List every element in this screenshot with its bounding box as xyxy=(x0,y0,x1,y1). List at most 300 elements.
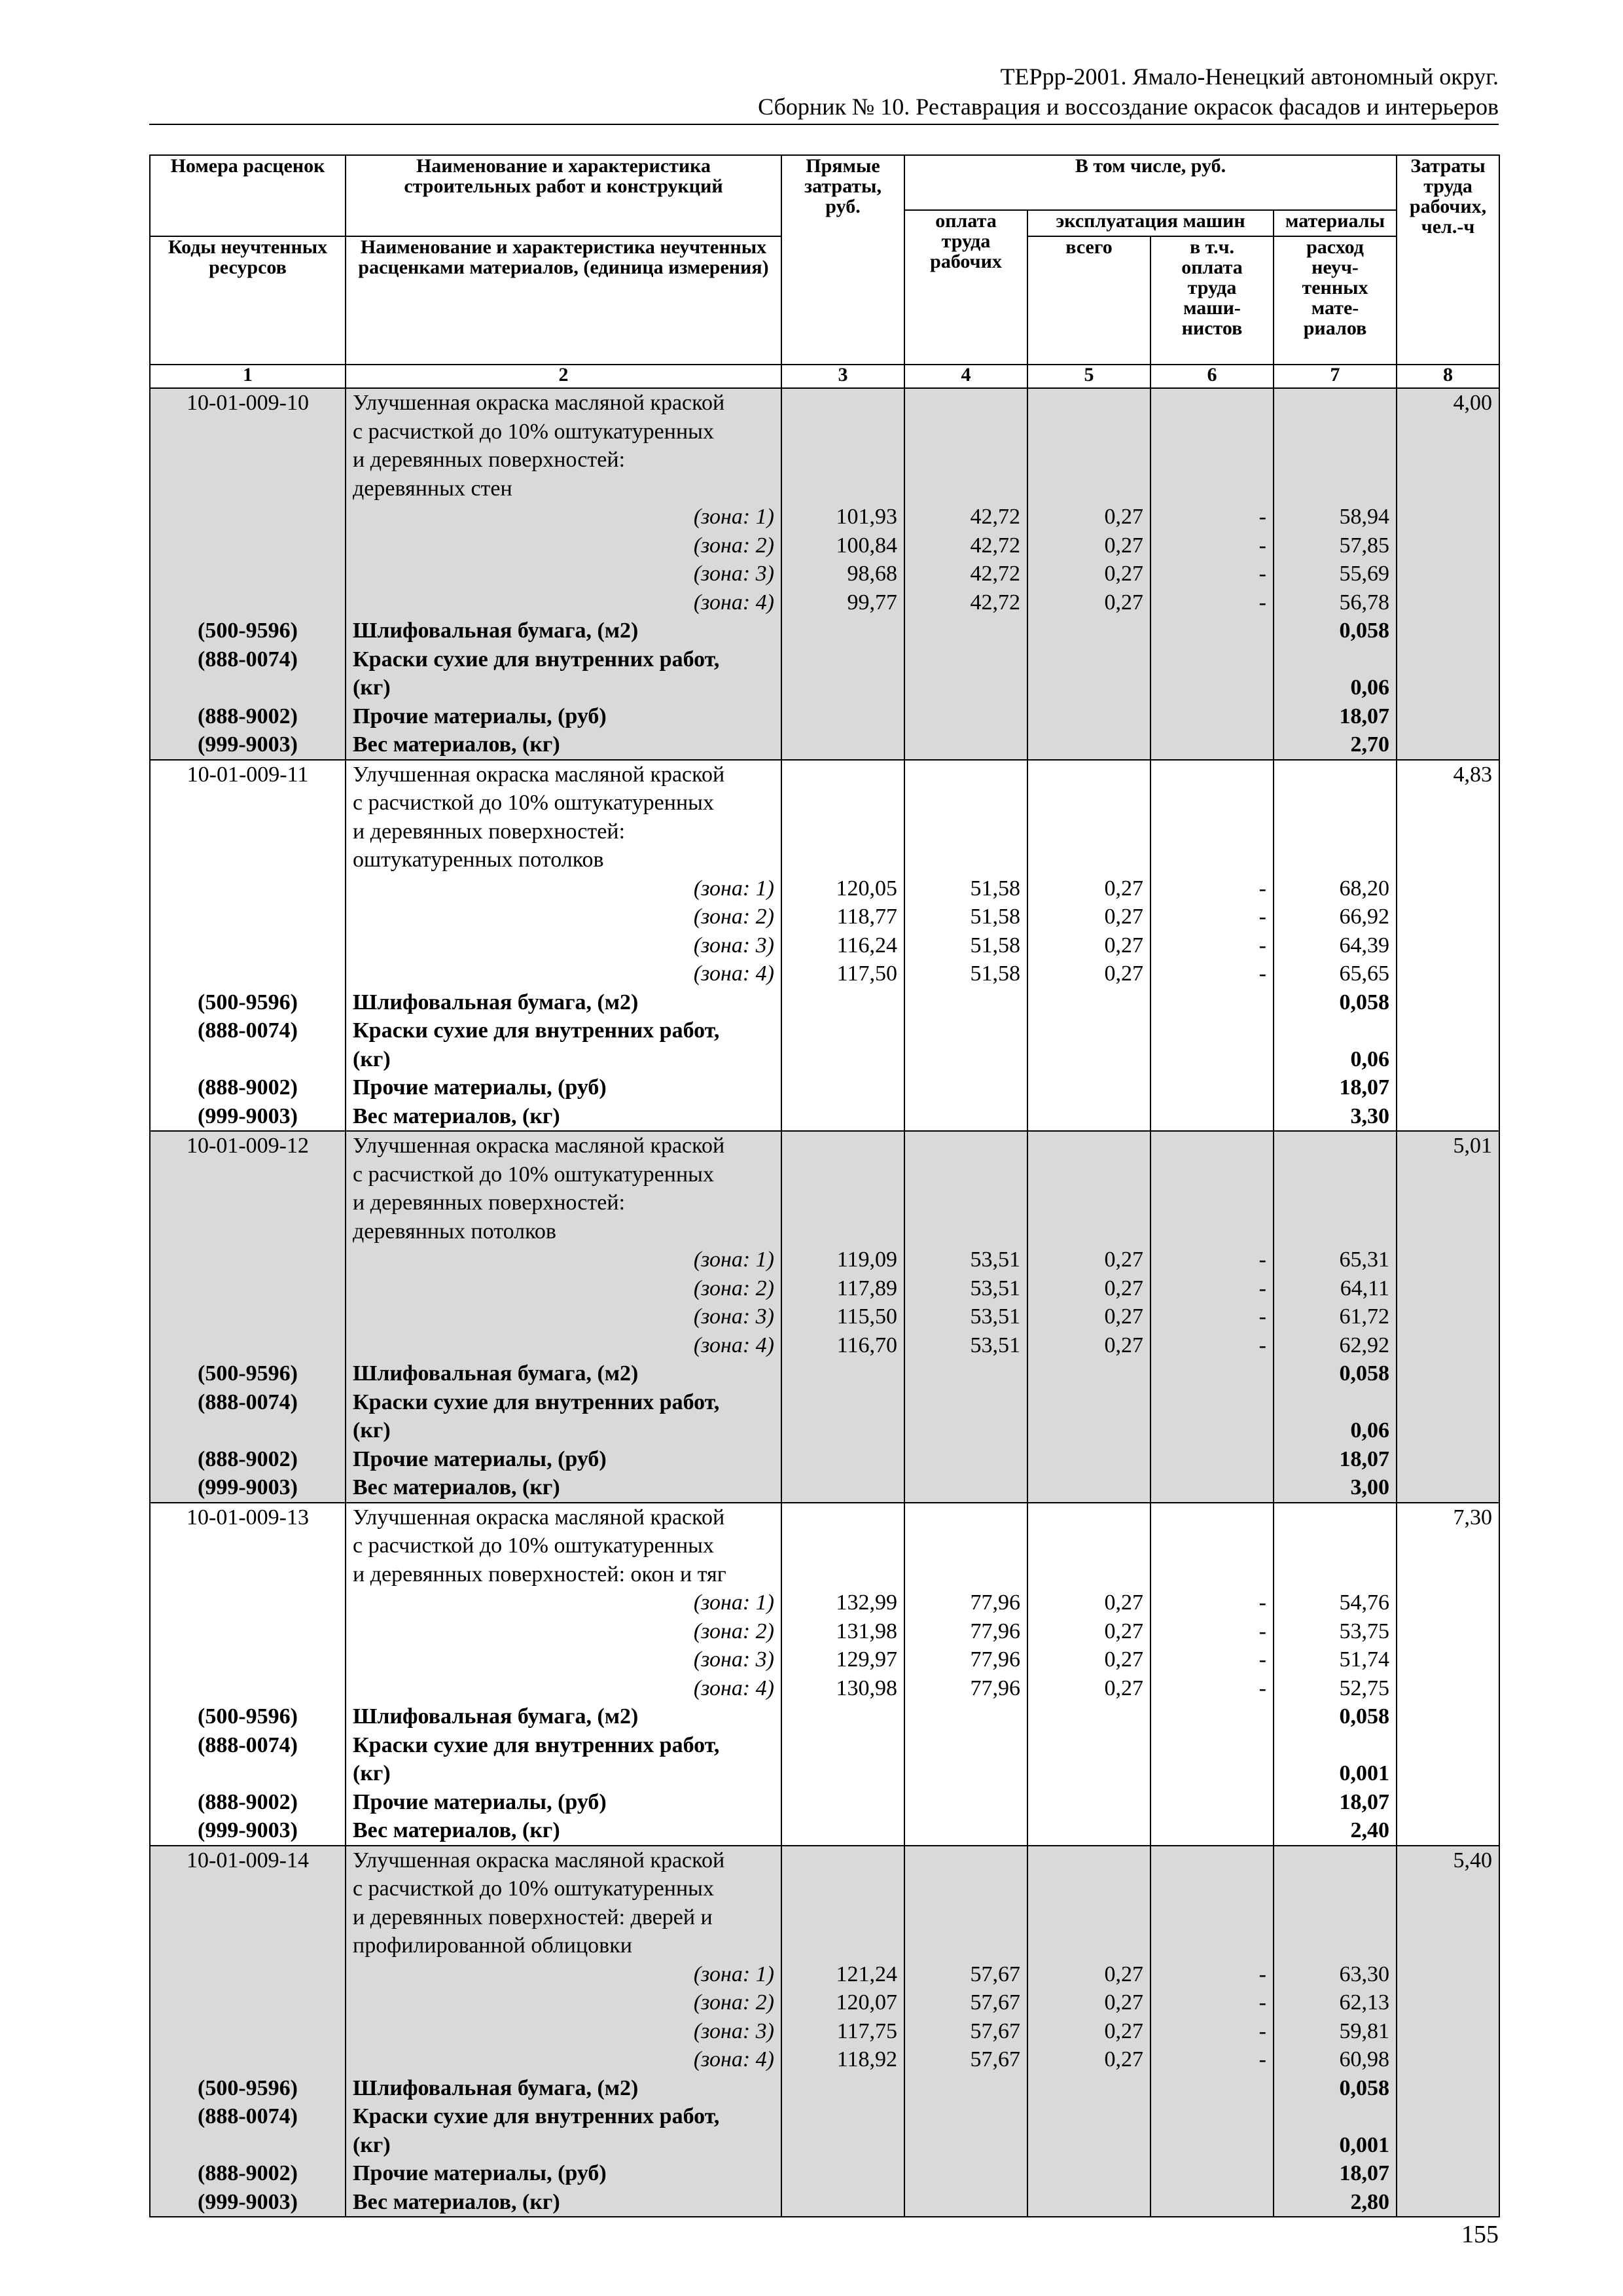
resource-code: (500-9596) xyxy=(198,619,298,643)
blank-line xyxy=(157,789,338,817)
blank-line xyxy=(157,1045,338,1074)
blank-line xyxy=(789,446,897,475)
worker-pay-value: 42,72 xyxy=(970,533,1020,558)
resource-code: (888-9002) xyxy=(198,704,298,728)
resource-code: (500-9596) xyxy=(198,2075,298,2100)
resource-value: 18,07 xyxy=(1339,1789,1390,1814)
blank-line xyxy=(1158,1189,1266,1217)
blank-line xyxy=(157,418,338,446)
blank-line xyxy=(1281,475,1389,503)
header-direct-costs: Прямые затраты, руб. xyxy=(781,155,904,365)
materials-value: 63,30 xyxy=(1339,1962,1390,1986)
resource-code: (999-9003) xyxy=(198,1818,298,1842)
blank-line xyxy=(912,1132,1020,1160)
machine-total-value: 0,27 xyxy=(1104,2047,1143,2072)
col-number: 4 xyxy=(904,365,1027,388)
zone-label: (зона: 1) xyxy=(693,1247,774,1272)
worker-pay-value: 42,72 xyxy=(970,590,1020,615)
materials-cell xyxy=(1274,388,1397,760)
resource-name-line: (кг) xyxy=(353,675,391,700)
blank-line xyxy=(1158,761,1266,789)
blank-line xyxy=(157,2045,338,2074)
worker-pay-value: 53,51 xyxy=(970,1333,1020,1357)
direct-cost-cell xyxy=(781,760,904,1132)
zone-label: (зона: 2) xyxy=(693,1619,774,1643)
resource-value: 0,058 xyxy=(1339,990,1390,1014)
table-body xyxy=(150,388,1499,2217)
header-worker-pay: оплата труда рабочих xyxy=(904,210,1027,365)
rate-entry-row xyxy=(150,1503,1499,1846)
rate-entry-row xyxy=(150,388,1499,760)
materials-cell xyxy=(1274,1503,1397,1846)
blank-line xyxy=(912,789,1020,817)
machine-total-value: 0,27 xyxy=(1104,1304,1143,1329)
resource-name-line: Краски сухие для внутренних работ, xyxy=(353,647,720,672)
worker-pay-value: 51,58 xyxy=(970,876,1020,901)
blank-line xyxy=(1281,817,1389,846)
resource-code: (999-9003) xyxy=(198,2189,298,2214)
blank-line xyxy=(912,1189,1020,1217)
rate-entry-row xyxy=(150,1131,1499,1503)
blank-line xyxy=(1158,1846,1266,1875)
header-material-names: Наименование и характеристика неучтенных расценками материалов, (единица измерения) xyxy=(346,236,781,365)
blank-line xyxy=(789,789,897,817)
blank-line xyxy=(1281,1931,1389,1960)
materials-value: 53,75 xyxy=(1339,1619,1390,1643)
blank-line xyxy=(1158,418,1266,446)
blank-line xyxy=(1035,1874,1143,1903)
resource-name-line: Шлифовальная бумага, (м2) xyxy=(353,619,639,643)
zone-label: (зона: 2) xyxy=(693,1990,774,2015)
resource-value: 18,07 xyxy=(1339,1075,1390,1100)
zone-label: (зона: 4) xyxy=(693,1676,774,1700)
machine-labor-value: - xyxy=(1258,1619,1266,1643)
blank-line xyxy=(157,531,338,560)
materials-cell xyxy=(1274,760,1397,1132)
resource-name-line: Шлифовальная бумага, (м2) xyxy=(353,1361,639,1386)
resource-code: (999-9003) xyxy=(198,1475,298,1499)
blank-line xyxy=(1158,789,1266,817)
direct-cost-value: 119,09 xyxy=(836,1247,897,1272)
machine-total-cell xyxy=(1027,760,1150,1132)
worker-pay-value: 77,96 xyxy=(970,1676,1020,1700)
worker-pay-value: 51,58 xyxy=(970,961,1020,986)
materials-value: 58,94 xyxy=(1339,505,1390,529)
blank-line xyxy=(157,1416,338,1445)
worker-pay-cell xyxy=(904,1846,1027,2217)
machine-labor-cell xyxy=(1150,1131,1274,1503)
blank-line xyxy=(912,418,1020,446)
resource-name-line: Вес материалов, (кг) xyxy=(353,1103,560,1128)
zone-label: (зона: 1) xyxy=(693,876,774,901)
work-description-cell xyxy=(346,1846,781,2217)
direct-cost-value: 117,75 xyxy=(836,2018,897,2043)
direct-cost-value: 116,24 xyxy=(836,933,897,958)
table-header xyxy=(150,155,1499,388)
blank-line xyxy=(789,1217,897,1246)
materials-value: 65,65 xyxy=(1339,961,1390,986)
machine-labor-cell xyxy=(1150,760,1274,1132)
machine-total-value: 0,27 xyxy=(1104,905,1143,929)
machine-labor-value: - xyxy=(1258,533,1266,558)
labor-cost-value: 7,30 xyxy=(1453,1505,1493,1530)
machine-labor-value: - xyxy=(1258,961,1266,986)
work-description-line: с расчисткой до 10% оштукатуренных xyxy=(353,791,714,815)
zone-label: (зона: 3) xyxy=(693,1647,774,1672)
resource-code: (888-9002) xyxy=(198,1075,298,1100)
zone-label: (зона: 2) xyxy=(693,905,774,929)
rate-code: 10-01-009-14 xyxy=(187,1848,309,1873)
col-number: 7 xyxy=(1274,365,1397,388)
blank-line xyxy=(1281,1560,1389,1589)
materials-value: 62,92 xyxy=(1339,1333,1390,1357)
materials-cell xyxy=(1274,1131,1397,1503)
blank-line xyxy=(157,2017,338,2046)
resource-code: (888-9002) xyxy=(198,1789,298,1814)
direct-cost-value: 116,70 xyxy=(836,1333,897,1357)
machine-labor-value: - xyxy=(1258,905,1266,929)
worker-pay-cell xyxy=(904,1131,1027,1503)
blank-line xyxy=(789,1560,897,1589)
materials-value: 55,69 xyxy=(1339,562,1390,586)
machine-total-cell xyxy=(1027,1503,1150,1846)
blank-line xyxy=(157,1988,338,2017)
blank-line xyxy=(789,1532,897,1560)
machine-total-value: 0,27 xyxy=(1104,1619,1143,1643)
rate-code-cell xyxy=(150,1846,346,2217)
blank-line xyxy=(157,1274,338,1303)
zone-label: (зона: 1) xyxy=(693,505,774,529)
work-description-cell xyxy=(346,1131,781,1503)
worker-pay-value: 53,51 xyxy=(970,1247,1020,1272)
blank-line xyxy=(789,475,897,503)
resource-name-line: Шлифовальная бумага, (м2) xyxy=(353,2075,639,2100)
blank-line xyxy=(157,846,338,874)
blank-line xyxy=(1158,846,1266,874)
header-machine-labor: в т.ч. оплата труда маши-нистов xyxy=(1150,236,1274,365)
materials-value: 68,20 xyxy=(1339,876,1390,901)
labor-cost-cell xyxy=(1397,1503,1499,1846)
zone-label: (зона: 4) xyxy=(693,590,774,615)
col-number: 3 xyxy=(781,365,904,388)
resource-value: 0,001 xyxy=(1339,2132,1390,2157)
machine-labor-cell xyxy=(1150,1503,1274,1846)
work-description-line: и деревянных поверхностей: xyxy=(353,819,626,844)
blank-line xyxy=(157,1759,338,1788)
zone-label: (зона: 3) xyxy=(693,1304,774,1329)
direct-cost-value: 132,99 xyxy=(836,1590,897,1615)
zone-label: (зона: 4) xyxy=(693,1333,774,1357)
rate-code-cell xyxy=(150,760,346,1132)
machine-total-value: 0,27 xyxy=(1104,933,1143,958)
materials-value: 60,98 xyxy=(1339,2047,1390,2072)
materials-cell xyxy=(1274,1846,1397,2217)
blank-line xyxy=(157,1874,338,1903)
machine-total-value: 0,27 xyxy=(1104,562,1143,586)
blank-line xyxy=(1158,446,1266,475)
blank-line xyxy=(789,1874,897,1903)
resource-code: (888-0074) xyxy=(198,2104,298,2128)
machine-total-value: 0,27 xyxy=(1104,590,1143,615)
resource-value: 2,40 xyxy=(1350,1818,1390,1842)
rate-code-cell xyxy=(150,388,346,760)
work-description-line: и деревянных поверхностей: xyxy=(353,1191,626,1215)
blank-line xyxy=(912,1931,1020,1960)
resource-code: (500-9596) xyxy=(198,1361,298,1386)
worker-pay-value: 51,58 xyxy=(970,905,1020,929)
blank-line xyxy=(157,673,338,702)
materials-value: 64,11 xyxy=(1340,1276,1390,1300)
resource-name-line: Краски сухие для внутренних работ, xyxy=(353,1018,720,1043)
resource-name-line: Шлифовальная бумага, (м2) xyxy=(353,990,639,1014)
blank-line xyxy=(157,1560,338,1589)
worker-pay-value: 42,72 xyxy=(970,505,1020,529)
col-number: 1 xyxy=(150,365,346,388)
machine-labor-value: - xyxy=(1258,1647,1266,1672)
machine-labor-value: - xyxy=(1258,505,1266,529)
resource-code: (888-0074) xyxy=(198,1732,298,1757)
work-description-cell xyxy=(346,1503,781,1846)
blank-line xyxy=(912,389,1020,418)
header-machine-total: всего xyxy=(1027,236,1150,365)
direct-cost-cell xyxy=(781,1131,904,1503)
zone-label: (зона: 1) xyxy=(693,1962,774,1986)
blank-line xyxy=(1035,846,1143,874)
work-description-line: с расчисткой до 10% оштукатуренных xyxy=(353,419,714,444)
rate-code-cell xyxy=(150,1503,346,1846)
blank-line xyxy=(157,446,338,475)
blank-line xyxy=(1158,817,1266,846)
work-description-line: Улучшенная окраска масляной краской xyxy=(353,762,725,787)
resource-name-line: Вес материалов, (кг) xyxy=(353,732,560,757)
blank-line xyxy=(1158,1931,1266,1960)
resource-name-line: Прочие материалы, (руб) xyxy=(353,1075,607,1100)
machine-total-cell xyxy=(1027,388,1150,760)
machine-labor-value: - xyxy=(1258,1990,1266,2015)
labor-cost-cell xyxy=(1397,760,1499,1132)
work-description-line: деревянных потолков xyxy=(353,1219,556,1244)
blank-line xyxy=(157,1160,338,1189)
blank-line xyxy=(1281,1160,1389,1189)
labor-cost-value: 4,83 xyxy=(1453,762,1493,787)
blank-line xyxy=(1035,475,1143,503)
blank-line xyxy=(157,1931,338,1960)
worker-pay-value: 57,67 xyxy=(970,1990,1020,2015)
header-including: В том числе, руб. xyxy=(904,155,1397,210)
machine-total-value: 0,27 xyxy=(1104,1276,1143,1300)
blank-line xyxy=(1035,1560,1143,1589)
blank-line xyxy=(1281,1132,1389,1160)
blank-line xyxy=(1158,1160,1266,1189)
resource-value: 0,06 xyxy=(1350,1418,1390,1443)
zone-label: (зона: 3) xyxy=(693,933,774,958)
resource-value: 0,001 xyxy=(1339,1761,1390,1785)
direct-cost-value: 99,77 xyxy=(847,590,897,615)
header-labor-costs: Затраты труда рабочих, чел.-ч xyxy=(1397,155,1499,365)
resource-value: 0,058 xyxy=(1339,1704,1390,1729)
blank-line xyxy=(1035,1160,1143,1189)
column-number-row xyxy=(150,365,1499,388)
blank-line xyxy=(157,1588,338,1617)
resource-name-line: Краски сухие для внутренних работ, xyxy=(353,2104,720,2128)
blank-line xyxy=(789,1132,897,1160)
resource-value: 0,06 xyxy=(1350,1047,1390,1071)
machine-total-value: 0,27 xyxy=(1104,1647,1143,1672)
blank-line xyxy=(1158,1132,1266,1160)
blank-line xyxy=(1281,1016,1389,1045)
blank-line xyxy=(1035,1217,1143,1246)
blank-line xyxy=(1281,1532,1389,1560)
blank-line xyxy=(789,1503,897,1532)
machine-total-value: 0,27 xyxy=(1104,1990,1143,2015)
materials-value: 54,76 xyxy=(1339,1590,1390,1615)
materials-value: 66,92 xyxy=(1339,905,1390,929)
blank-line xyxy=(157,1674,338,1703)
blank-line xyxy=(157,475,338,503)
work-description-cell xyxy=(346,388,781,760)
blank-line xyxy=(157,1217,338,1246)
blank-line xyxy=(1281,1189,1389,1217)
work-description-cell xyxy=(346,760,781,1132)
blank-line xyxy=(157,560,338,588)
worker-pay-value: 53,51 xyxy=(970,1304,1020,1329)
resource-name-line: (кг) xyxy=(353,1761,391,1785)
direct-cost-value: 130,98 xyxy=(836,1676,897,1700)
machine-total-cell xyxy=(1027,1846,1150,2217)
materials-value: 61,72 xyxy=(1339,1304,1390,1329)
work-description-line: Улучшенная окраска масляной краской xyxy=(353,1505,725,1530)
blank-line xyxy=(157,1532,338,1560)
work-description-line: и деревянных поверхностей: дверей и xyxy=(353,1905,713,1929)
blank-line xyxy=(1158,389,1266,418)
blank-line xyxy=(912,475,1020,503)
machine-labor-value: - xyxy=(1258,1304,1266,1329)
blank-line xyxy=(157,2131,338,2160)
direct-cost-value: 115,50 xyxy=(836,1304,897,1329)
blank-line xyxy=(1158,1560,1266,1589)
blank-line xyxy=(789,1931,897,1960)
direct-cost-value: 117,50 xyxy=(836,961,897,986)
materials-value: 64,39 xyxy=(1339,933,1390,958)
zone-label: (зона: 1) xyxy=(693,1590,774,1615)
work-description-line: и деревянных поверхностей: xyxy=(353,448,626,472)
machine-labor-cell xyxy=(1150,1846,1274,2217)
rate-code: 10-01-009-11 xyxy=(187,762,309,787)
machine-labor-value: - xyxy=(1258,1276,1266,1300)
resource-value: 2,80 xyxy=(1350,2189,1390,2214)
direct-cost-value: 120,05 xyxy=(836,876,897,901)
resource-value: 2,70 xyxy=(1350,732,1390,757)
blank-line xyxy=(157,1645,338,1674)
resource-code: (888-0074) xyxy=(198,1018,298,1043)
blank-line xyxy=(157,1903,338,1932)
direct-cost-value: 129,97 xyxy=(836,1647,897,1672)
work-description-line: с расчисткой до 10% оштукатуренных xyxy=(353,1534,714,1558)
resource-value: 0,06 xyxy=(1350,675,1390,700)
blank-line xyxy=(789,418,897,446)
resource-value: 0,058 xyxy=(1339,619,1390,643)
work-description-line: профилированной облицовки xyxy=(353,1933,632,1958)
direct-cost-value: 121,24 xyxy=(836,1962,897,1986)
machine-total-value: 0,27 xyxy=(1104,1676,1143,1700)
machine-total-value: 0,27 xyxy=(1104,505,1143,529)
blank-line xyxy=(789,1846,897,1875)
resource-value: 0,058 xyxy=(1339,1361,1390,1386)
zone-label: (зона: 4) xyxy=(693,2047,774,2072)
resource-name-line: (кг) xyxy=(353,1418,391,1443)
work-description-line: деревянных стен xyxy=(353,476,512,501)
worker-pay-value: 51,58 xyxy=(970,933,1020,958)
resource-name-line: (кг) xyxy=(353,1047,391,1071)
materials-value: 65,31 xyxy=(1339,1247,1390,1272)
blank-line xyxy=(1035,1903,1143,1932)
blank-line xyxy=(157,588,338,617)
machine-labor-value: - xyxy=(1258,2018,1266,2043)
machine-total-value: 0,27 xyxy=(1104,1333,1143,1357)
blank-line xyxy=(1035,446,1143,475)
resource-name-line: Шлифовальная бумага, (м2) xyxy=(353,1704,639,1729)
col-number: 8 xyxy=(1397,365,1499,388)
blank-line xyxy=(157,503,338,531)
blank-line xyxy=(912,817,1020,846)
machine-labor-value: - xyxy=(1258,1247,1266,1272)
materials-value: 56,78 xyxy=(1339,590,1390,615)
blank-line xyxy=(1035,1846,1143,1875)
resource-value: 18,07 xyxy=(1339,704,1390,728)
blank-line xyxy=(1158,475,1266,503)
blank-line xyxy=(1281,1874,1389,1903)
rates-table xyxy=(149,154,1500,2217)
direct-cost-value: 100,84 xyxy=(836,533,897,558)
blank-line xyxy=(157,1617,338,1646)
blank-line xyxy=(912,1160,1020,1189)
header-resource-codes: Коды неучтенных ресурсов xyxy=(150,236,346,365)
machine-labor-value: - xyxy=(1258,2047,1266,2072)
blank-line xyxy=(1035,1132,1143,1160)
zone-label: (зона: 3) xyxy=(693,562,774,586)
rate-code-cell xyxy=(150,1131,346,1503)
machine-total-value: 0,27 xyxy=(1104,876,1143,901)
blank-line xyxy=(912,1560,1020,1589)
worker-pay-value: 42,72 xyxy=(970,562,1020,586)
blank-line xyxy=(789,1903,897,1932)
blank-line xyxy=(912,846,1020,874)
resource-value: 18,07 xyxy=(1339,2161,1390,2185)
work-description-line: с расчисткой до 10% оштукатуренных xyxy=(353,1162,714,1187)
rate-entry-row xyxy=(150,760,1499,1132)
blank-line xyxy=(157,960,338,988)
resource-name-line: Прочие материалы, (руб) xyxy=(353,704,607,728)
materials-value: 62,13 xyxy=(1339,1990,1390,2015)
worker-pay-value: 77,96 xyxy=(970,1590,1020,1615)
labor-cost-cell xyxy=(1397,1846,1499,2217)
document-header-subtitle: Сборник № 10. Реставрация и воссоздание окрасок фасадов и интерьеров xyxy=(758,94,1499,120)
blank-line xyxy=(1281,389,1389,418)
materials-value: 52,75 xyxy=(1339,1676,1390,1700)
header-divider xyxy=(149,124,1499,125)
machine-labor-value: - xyxy=(1258,590,1266,615)
direct-cost-value: 117,89 xyxy=(836,1276,897,1300)
resource-name-line: Краски сухие для внутренних работ, xyxy=(353,1732,720,1757)
resource-name-line: (кг) xyxy=(353,2132,391,2157)
blank-line xyxy=(912,446,1020,475)
blank-line xyxy=(1281,1503,1389,1532)
labor-cost-value: 4,00 xyxy=(1453,391,1493,415)
direct-cost-value: 120,07 xyxy=(836,1990,897,2015)
header-materials: материалы xyxy=(1274,210,1397,236)
resource-value: 0,058 xyxy=(1339,2075,1390,2100)
blank-line xyxy=(157,817,338,846)
